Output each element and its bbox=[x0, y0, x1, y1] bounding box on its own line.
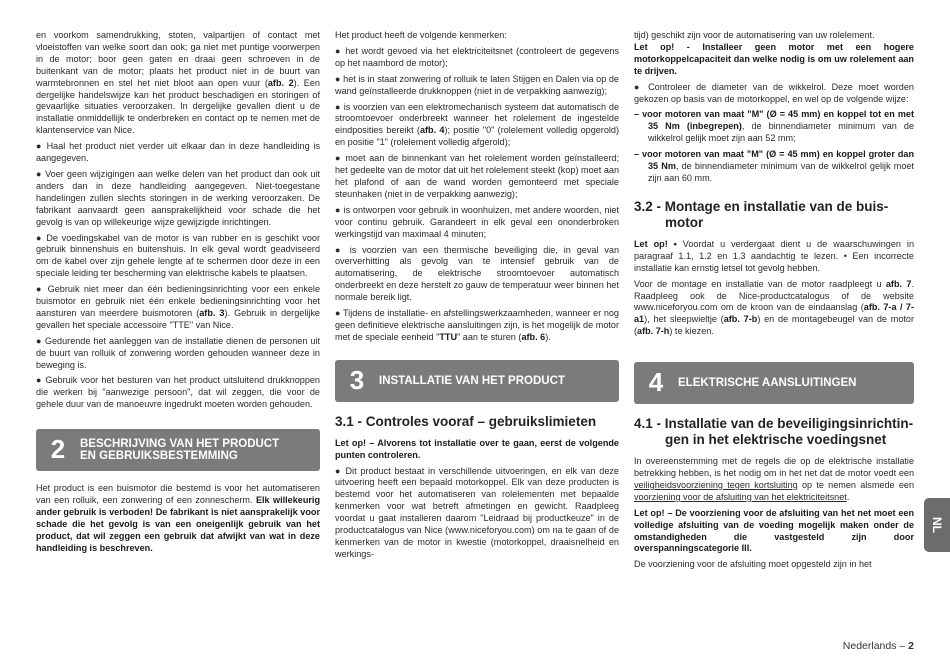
paragraph: De voorziening voor de afsluiting moet opgesteld zijn in het bbox=[634, 559, 872, 570]
section-banner-2 bbox=[36, 429, 320, 471]
paragraph: In overeenstemming met de regels die op de elektrische installatie betrekking hebben, is het nodig om in het net dat de motor voedt een veiligheidsvoorziening tegen kortsluiting op te nemen alsmede een voorziening voor de afsluiting van het elektriciteitsnet. bbox=[634, 456, 915, 502]
figure-ref: afb. 2 bbox=[267, 77, 294, 88]
paragraph: Het product heeft de volgende kenmerken: bbox=[335, 30, 507, 40]
footer-language: Nederlands – bbox=[842, 640, 906, 652]
bullet-item: ● Gebruik niet meer dan één bedieningsinrichting voor een enkele buismotor en gebruik niet één enkele bedieningsinrichting voor het aansturen van meerdere buismotoren (afb. 3). Gebruik in dergelijke gevallen het speciale accessoire "TTE" van Nice. bbox=[36, 284, 320, 330]
paragraph: tijd) geschikt zijn voor de automatisering van uw rolelement. bbox=[634, 30, 875, 40]
language-tab: NL bbox=[924, 498, 950, 552]
bullet-item: ● Voer geen wijzigingen aan welke delen van het product dan ook uit anders dan in deze handleiding aangegeven. Niet-toegestane handelingen zullen slechts storingen in de werking veroorzaken. De fabrikant aanvaardt geen aansprakelijkheid voor schade die het gevolg is van op willekeurige wijze gewijzigde inrichtingen. bbox=[36, 168, 320, 227]
bullet-item: ● moet aan de binnenkant van het rolelement worden geïnstalleerd; het gedeelte van de motor dat uit het rolelement steekt (kop) moet aan het plafond of aan de wand worden gemonteerd met speciale steunhaken (niet in de verpakking aanwezig); bbox=[335, 153, 619, 199]
paragraph: en voorkom samendrukking, stoten, valpartijen of contact met vloeistoffen van welke soort dan ook; ga niet met puntige voorwerpen in de motor; boor geen gaten en draai geen schroeven in de buitenkant van de motor; plaats het product niet in de buurt van warmtebronnen en stel het niet bloot aan open vuur (afb. 2). Een dergelijke handelswijze kan het product beschadigen en storingen of gevaarlijke situaties veroorzaken. In dergelijke gevallen dient u de installatie onmiddellijk te onderbreken en contact op te nemen met de klantenservice van Nice. bbox=[36, 30, 320, 136]
figure-ref: afb. 6 bbox=[521, 331, 546, 342]
warning-text: Let op! – Alvorens tot installatie over te gaan, eerst de volgende punten controleren. bbox=[335, 437, 619, 460]
section-title: ELEKTRISCHE AANSLUITINGEN bbox=[678, 377, 857, 390]
figure-ref: afb. 4 bbox=[419, 125, 445, 136]
bullet-item: ● Controleer de diameter van de wikkelrol. Deze moet worden gekozen op basis van de motorkoppel, en wel op de volgende wijze: bbox=[634, 81, 914, 104]
bullet-item: ● Gedurende het aanleggen van de installatie dienen de personen uit de buurt van rolluik of zonwering worden gehouden wanneer deze in beweging is. bbox=[36, 335, 320, 370]
bullet-item: ● Tijdens de installatie- en afstellingswerkzaamheden, wanneer er nog geen definitieve elektrische aansluitingen zijn, is het mogelijk de motor met de speciale eenheid "TTU" aan te sturen (afb. 6). bbox=[335, 308, 619, 342]
section-title: BESCHRIJVING VAN HET PRODUCT EN GEBRUIKSBESTEMMING bbox=[80, 438, 280, 463]
paragraph: Het product is een buismotor die bestemd is voor het automatiseren van een rolluik, een zonwering of een zonnescherm. Elk willekeurig ander gebruik is verboden! De fabrikant is niet aansprakelijk voor schade die het gevolg is van een oneigenlijk gebruik van het product, dat wil zeggen een gebruik dat afwijkt van wat in deze handleiding is beschreven. bbox=[36, 483, 321, 553]
section-number: 4 bbox=[648, 367, 664, 398]
bullet-item: ● is voorzien van een elektromechanisch systeem dat automatisch de stroomtoevoer onderbreekt wanneer het rolelement de ingestelde eindposities bereikt (afb. 4); positie "0" (rolelement volledig opgerold) en positie "1" (rolelement volledig afgerold); bbox=[335, 101, 619, 148]
dash-item: – voor motoren van maat "M" (Ø = 45 mm) en koppel groter dan 35 Nm, de binnendiameter minimum van de wikkelrol gelijk moet zijn aan 60 mm. bbox=[634, 149, 914, 183]
bullet-item: ● is ontworpen voor gebruik in woonhuizen, met andere woorden, niet voor continu gebruik. Garandeert in elk geval een ononderbroken werkingstijd van maximaal 4 minuten; bbox=[335, 204, 619, 239]
section-number: 2 bbox=[50, 434, 66, 465]
page-number: 2 bbox=[908, 640, 914, 652]
bullet-item: ● is voorzien van een thermische beveiliging die, in geval van oververhitting als gevolg van te intensief gebruik van de automatisering, de elektrische stroomtoevoer automatisch onderbreekt en deze herstelt zo gauw de temperatuur weer binnen het normale bereik ligt. bbox=[335, 244, 619, 303]
bullet-item: ● Dit product bestaat in verschillende uitvoeringen, en elk van deze uitvoering heeft een bepaald motorkoppel. Elk van deze producten is bestemd voor het automatiseren van rolelementen met bepaalde kenmerken voor wat betreft afmetingen en gewicht. Raadpleeg voordat u gaat installeren daarom "Leidraad bij productkeuze" in de productcatalogus van Nice (www.niceforyou.com) om na te gaan of de kenmerken van de motor in kwestie (motorkoppel, draaisnelheid en werkings- bbox=[335, 465, 619, 559]
bullet-item: ● het is in staat zonwering of rolluik te laten Stijgen en Dalen via op de wand geïnstalleerde drukknoppen (niet in de verpakking aanwezig); bbox=[335, 73, 619, 96]
bullet-item: ● Gebruik voor het besturen van het product uitsluitend drukknoppen die werken bij "aanwezige persoon", dat wil zeggen, die voor de gehele duur van de manoeuvre ingedrukt moeten worden gehouden. bbox=[36, 375, 320, 410]
paragraph: Let op! • Voordat u verdergaat dient u de waarschuwingen in paragraaf 1.1, 1.2 en 1.3 aandachtig te lezen. • Een incorrecte installatie kan ernstig letsel tot gevolg hebben. bbox=[634, 238, 914, 273]
column-middle bbox=[335, 30, 619, 565]
warning-text: Let op! – De voorziening voor de afsluiting van het net moet een volledige afsluiting van de voeding mogelijk maken onder de omstandigheden die vastgesteld zijn door overspanningscategorie III. bbox=[634, 507, 914, 554]
bullet-item: ● Haal het product niet verder uit elkaar dan in deze handleiding is aangegeven. bbox=[36, 141, 320, 164]
section-banner-4 bbox=[634, 362, 914, 404]
bullet-item: ● het wordt gevoed via het elektriciteitsnet (controleert de gegevens op het naambord de motor); bbox=[335, 45, 619, 68]
column-right bbox=[634, 30, 914, 575]
warning-text: Let op! - Installeer geen motor met een hogere motorkoppelcapaciteit dan welke nodig is om uw rolelement aan te drijven. bbox=[634, 41, 914, 76]
page-footer bbox=[843, 640, 914, 652]
subsection-heading-3-2: 3.2 - Montage en installatie van de buis- motor bbox=[634, 198, 889, 230]
subsection-heading-3-1: 3.1 - Controles vooraf – gebruikslimieten bbox=[335, 413, 597, 429]
dash-item: – voor motoren van maat "M" (Ø = 45 mm) en koppel tot en met 35 Nm (inbegrepen), de binnendiameter minimum van de wikkelrol gelijk moet zijn aan 52 mm; bbox=[634, 109, 915, 144]
section-number: 3 bbox=[349, 364, 365, 395]
section-title: INSTALLATIE VAN HET PRODUCT bbox=[379, 374, 565, 387]
section-banner-3 bbox=[335, 360, 619, 402]
figure-ref: afb. 3 bbox=[199, 307, 225, 318]
column-left bbox=[36, 30, 320, 559]
paragraph: Voor de montage en installatie van de motor raadpleegt u afb. 7. Raadpleeg ook de Nice-productcatalogus of de website www.niceforyou.com om de kroon van de eindaanslag (afb. 7-a / 7-a1), het sleepwieltje (afb. 7-b) en de montagebeugel van de motor (afb. 7-h) te kiezen. bbox=[634, 278, 914, 337]
bullet-item: ● De voedingskabel van de motor is van rubber en is geschikt voor gebruik binnenshuis en buitenshuis. In elk geval wordt geadviseerd om de kabel over zijn gehele lengte af te schermen door deze in een speciale leiding ter bescherming van elektrische kabels te plaatsen. bbox=[36, 232, 320, 279]
subsection-heading-4-1: 4.1 - Installatie van de beveiligingsinrichtin- gen in het elektrische voedingsnet bbox=[634, 416, 914, 448]
